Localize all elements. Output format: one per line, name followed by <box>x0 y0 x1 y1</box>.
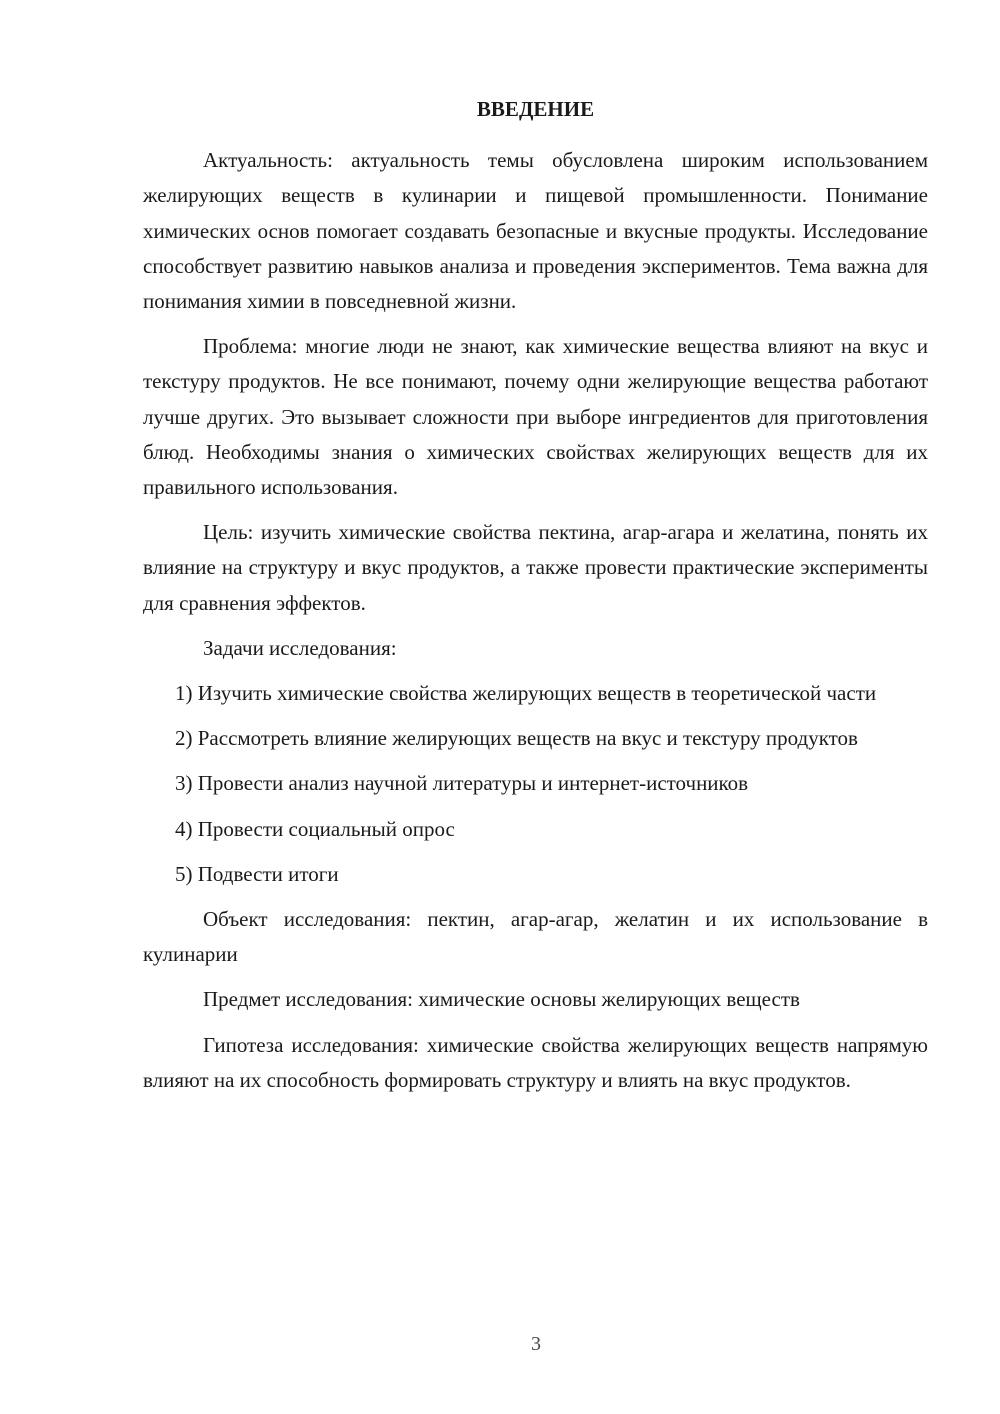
page-title: ВВЕДЕНИЕ <box>476 97 595 121</box>
task-item-1: 1) Изучить химические свойства желирующих веществ в теоретической части <box>175 681 877 706</box>
page-number: 3 <box>531 1333 541 1355</box>
task-item-4: 4) Провести социальный опрос <box>175 816 455 841</box>
problem-paragraph: Проблема: многие люди не знают, как химические вещества влияют на вкус и текстуру продуктов. Не все понимают, почему одни желирующие вещества работают лучше других. Это вызывает сложности при выборе ингредиентов для приготовления блюд. Необходимы знания о химических свойствах желирующих веществ для их правильного использования. <box>143 334 928 500</box>
task-item-3: 3) Провести анализ научной литературы и интернет-источников <box>175 771 749 796</box>
subject-paragraph: Предмет исследования: химические основы желирующих веществ <box>203 987 800 1012</box>
relevance-paragraph: Актуальность: актуальность темы обусловлена широким использованием желирующих веществ в кулинарии и пищевой промышленности. Понимание химических основ помогает создавать безопасные и вкусные продукты. Исследование способствует развитию навыков анализа и проведения экспериментов. Тема важна для понимания химии в повседневной жизни. <box>143 148 928 314</box>
tasks-heading: Задачи исследования: <box>203 635 397 660</box>
object-paragraph: Объект исследования: пектин, агар-агар, желатин и их использование в кулинарии <box>143 907 928 967</box>
task-item-5: 5) Подвести итоги <box>175 861 339 886</box>
goal-paragraph: Цель: изучить химические свойства пектина, агар-агара и желатина, понять их влияние на структуру и вкус продуктов, а также провести практические эксперименты для сравнения эффектов. <box>143 520 928 615</box>
hypothesis-paragraph: Гипотеза исследования: химические свойства желирующих веществ напрямую влияют на их способность формировать структуру и влиять на вкус продуктов. <box>143 1032 928 1092</box>
task-item-2: 2) Рассмотреть влияние желирующих веществ на вкус и текстуру продуктов <box>175 726 858 751</box>
document-body <box>143 92 928 1108</box>
